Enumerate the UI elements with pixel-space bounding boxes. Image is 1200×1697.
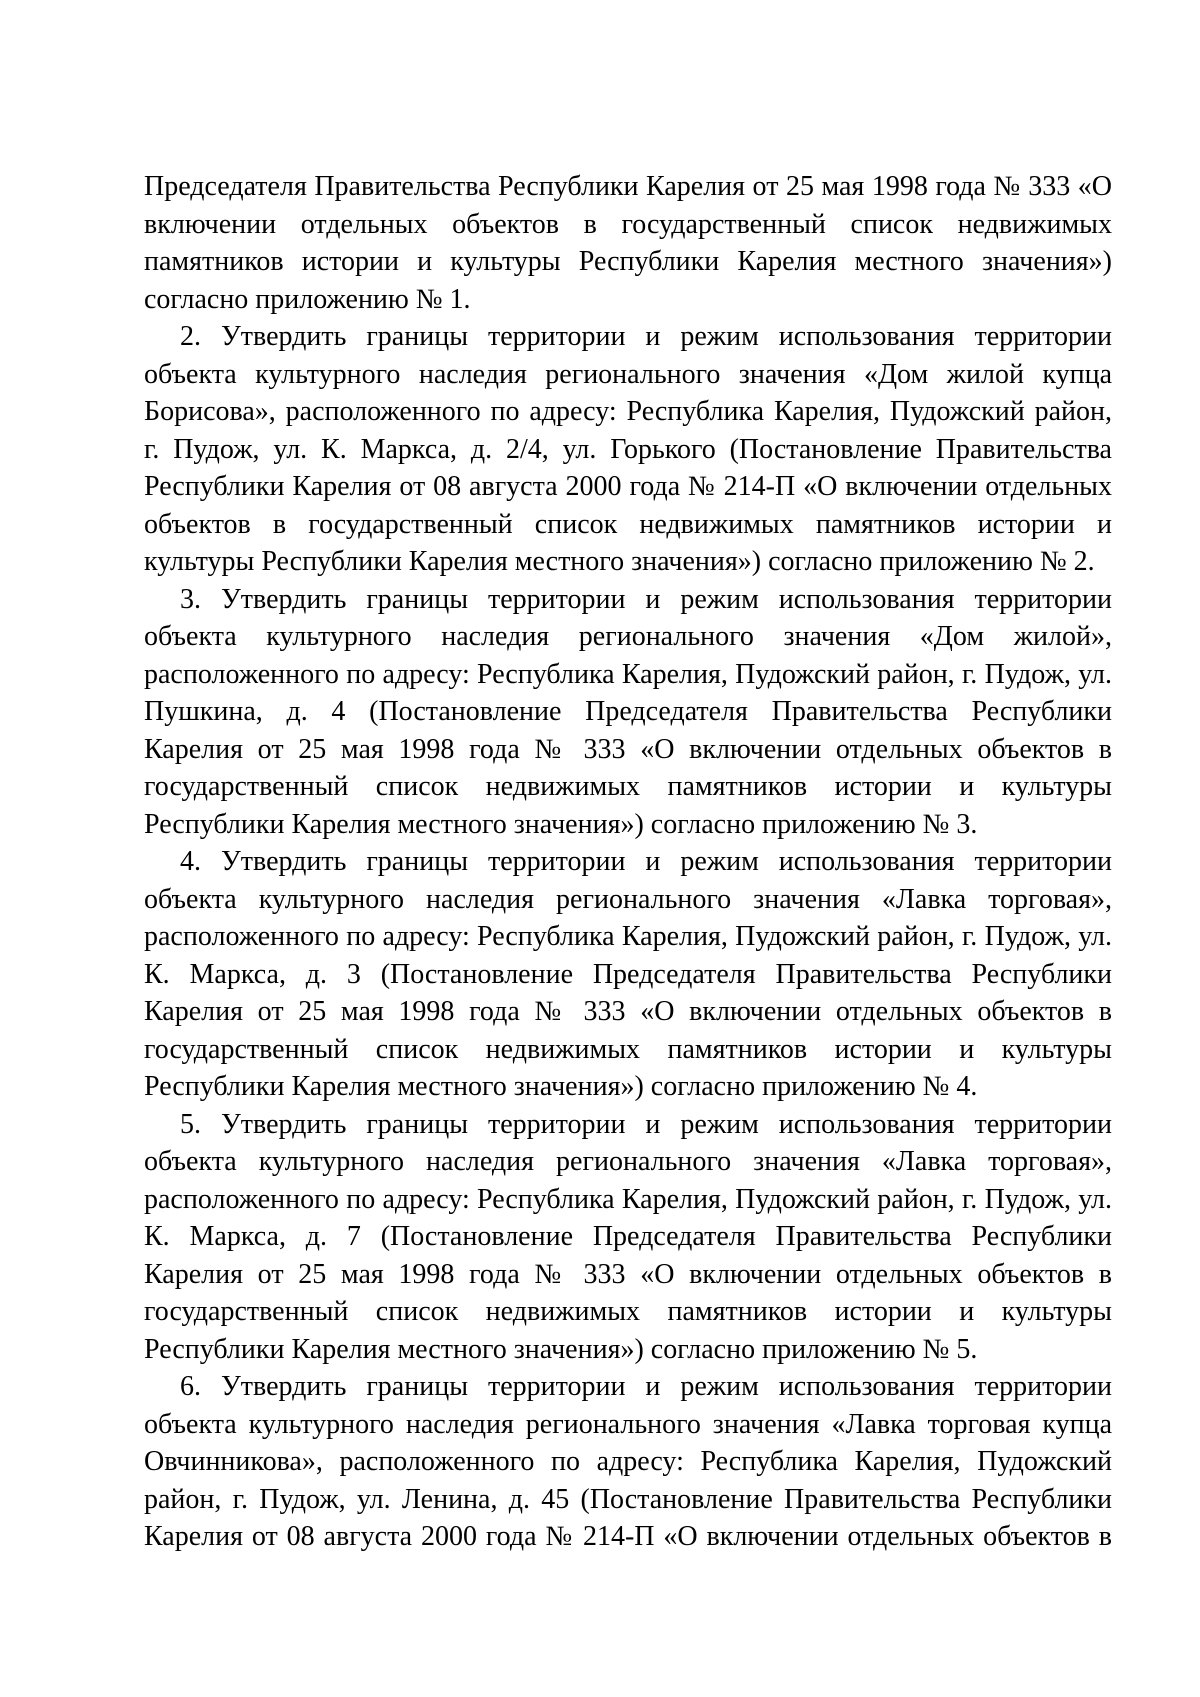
- document-body: [144, 168, 1112, 1556]
- paragraph-item-4: 4. Утвердить границы территории и режим использования территории объекта культурного наследия регионального значения «Лавка торговая», расположенного по адресу: Республика Карелия, Пудожский район, г. Пудож, ул. К. Маркса, д. 3 (Постановление Председателя Правительства Республики Карелия от 25 мая 1998 года № 333 «О включении отдельных объектов в государственный список недвижимых памятников истории и культуры Республики Карелия местного значения») согласно приложению № 4.: [144, 846, 1112, 1102]
- paragraph-item-3: 3. Утвердить границы территории и режим использования территории объекта культурного наследия регионального значения «Дом жилой», расположенного по адресу: Республика Карелия, Пудожский район, г. Пудож, ул. Пушкина, д. 4 (Постановление Председателя Правительства Республики Карелия от 25 мая 1998 года № 333 «О включении отдельных объектов в государственный список недвижимых памятников истории и культуры Республики Карелия местного значения») согласно приложению № 3.: [144, 583, 1112, 840]
- paragraph-item-6: 6. Утвердить границы территории и режим использования территории объекта культурного наследия регионального значения «Лавка торговая купца Овчинникова», расположенного по адресу: Республика Карелия, Пудожский район, г. Пудож, ул. Ленина, д. 45 (Постановление Правительства Республики Карелия от 08 августа 2000 года № 214-П «О включении отдельных объектов в: [144, 1371, 1112, 1552]
- paragraph-item-2: 2. Утвердить границы территории и режим использования территории объекта культурного наследия регионального значения «Дом жилой купца Борисова», расположенного по адресу: Республика Карелия, Пудожский район, г. Пудож, ул. К. Маркса, д. 2/4, ул. Горького (Постановление Правительства Республики Карелия от 08 августа 2000 года № 214-П «О включении отдельных объектов в государственный список недвижимых памятников истории и культуры Республики Карелия местного значения») согласно приложению № 2.: [144, 321, 1112, 577]
- paragraph-item-5: 5. Утвердить границы территории и режим использования территории объекта культурного наследия регионального значения «Лавка торговая», расположенного по адресу: Республика Карелия, Пудожский район, г. Пудож, ул. К. Маркса, д. 7 (Постановление Председателя Правительства Республики Карелия от 25 мая 1998 года № 333 «О включении отдельных объектов в государственный список недвижимых памятников истории и культуры Республики Карелия местного значения») согласно приложению № 5.: [144, 1108, 1112, 1365]
- paragraph-continuation: Председателя Правительства Республики Карелия от 25 мая 1998 года № 333 «О включении отдельных объектов в государственный список недвижимых памятников истории и культуры Республики Карелия местного значения») согласно приложению № 1.: [144, 171, 1112, 315]
